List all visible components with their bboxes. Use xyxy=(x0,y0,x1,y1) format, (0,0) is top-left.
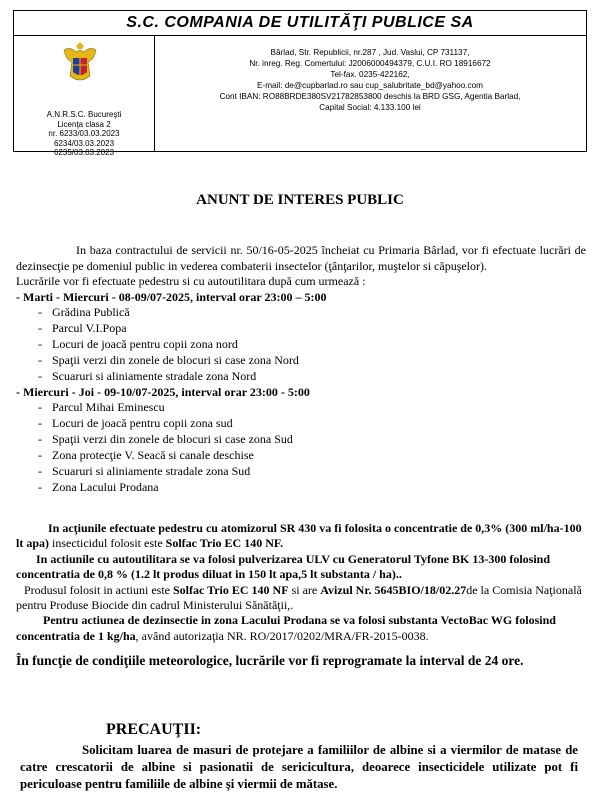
schedule-heading: - Miercuri - Joi - 09-10/07-2025, interval orar 23:00 - 5:00 xyxy=(16,384,310,399)
approval-authority: de la Comisia Naţională pentru Produse Biocide din cadrul Ministerului Sănătăţii,. xyxy=(16,582,582,613)
capital-line: Capital Social: 4.133.100 lei xyxy=(319,103,421,112)
license-line: nr. 6233/03.03.2023 xyxy=(48,129,120,138)
authorization-text: , având autorizaţia NR. RO/2017/0202/MRA/FR-2015-0038. xyxy=(135,628,429,643)
product-name: Solfac Trio EC 140 NF. xyxy=(165,536,284,551)
precautions-title: PRECAUŢII: xyxy=(106,721,202,738)
product-name: Solfac Trio EC 140 NF xyxy=(173,582,289,597)
list-item: - Scuaruri si aliniamente stradale zona Sud xyxy=(16,464,586,480)
schedule-list xyxy=(16,305,586,384)
list-item: - Zona Lacului Prodana xyxy=(16,480,586,496)
company-name: S.C. COMPANIA DE UTILITĂŢI PUBLICE SA xyxy=(14,11,586,36)
list-item: - Parcul Mihai Eminescu xyxy=(16,400,586,416)
email-line: E-mail: de@cupbarlad.ro sau cup_salubritate_bd@yahoo.com xyxy=(257,81,483,90)
pedestrian-paragraph xyxy=(16,521,586,552)
lake-text: Pentru actiunea de dezinsectie in zona Lacului Prodana se va folosi substanta VectoBac WG folosind concentratia de 1 kg/ha xyxy=(16,613,556,643)
product-intro: Produsul folosit in actiuni este xyxy=(24,582,173,597)
list-item: - Zona protecţie V. Seacă si canale deschise xyxy=(16,448,586,464)
document-title: ANUNT DE INTERES PUBLIC xyxy=(196,192,404,208)
product-paragraph xyxy=(16,583,586,614)
intro-paragraph: In baza contractului de servicii nr. 50/16-05-2025 încheiat cu Primaria Bârlad, vor fi efectuate lucrări de dezinsecţie pe domeniul public in vederea combaterii insectelor (ţânţarilor, muştelor si căpuşelor). xyxy=(16,243,586,273)
registration-line: Nr. inreg. Reg. Comertului: J2006000494379, C.U.I. RO 18916672 xyxy=(249,59,491,68)
address-line: Bârlad, Str. Republicii, nr.287 , Jud. Vaslui, CP 731137, xyxy=(270,48,470,57)
schedule-list xyxy=(16,400,586,495)
vehicle-paragraph: In actiunile cu autoutilitara se va folosi pulverizarea ULV cu Generatorul Tyfone BK 13-300 folosind concentratia de 0,8 % (1.2 lt produs diluat in 150 lt apa,5 lt substanta / ha).. xyxy=(16,551,551,582)
iban-line: Cont IBAN: RO88BRDE380SV21782853800 deschis la BRD GSG, Agentia Barlad, xyxy=(219,92,521,101)
approval-number: Avizul Nr. 5645BIO/18/02.27 xyxy=(320,582,467,597)
contact-box xyxy=(154,35,586,151)
license-line: 6235/03.03.2023 xyxy=(53,148,115,157)
product-joiner: si are xyxy=(288,582,321,597)
license-box xyxy=(14,35,155,157)
license-line: 6234/03.03.2023 xyxy=(53,138,115,148)
intro-paragraph-2: Lucrările vor fi efectuate pedestru si cu autoutilitara după cum urmează : xyxy=(16,274,366,289)
list-item: - Locuri de joacă pentru copii zona nord xyxy=(16,337,586,353)
list-item: - Spaţii verzi din zonele de blocuri si case zona Nord xyxy=(16,353,586,369)
letterhead xyxy=(13,10,587,157)
pedestrian-text: In acţiunile efectuate pedestru cu atomizorul SR 430 va fi folosita o concentratie de 0,3% (300 ml/ha-100 lt apa) xyxy=(16,521,582,551)
lake-paragraph xyxy=(16,613,586,644)
license-line: A.N.R.S.C. Bucureşti xyxy=(46,110,122,119)
precautions-text: Solicitam luarea de masuri de protejare a familiilor de albine si a viermilor de matase de catre crescatorii de albine si pasionatii de sericicultura, deoarece insecticidele utilizate pot fi periculoase pentru familiile de albine şi viermii de mătase. xyxy=(20,743,578,791)
coat-of-arms-icon xyxy=(62,40,98,86)
announcement-body xyxy=(16,243,586,496)
list-item: - Spaţii verzi din zonele de blocuri si case zona Sud xyxy=(16,432,586,448)
weather-notice: În funcţie de condiţiile meteorologice, lucrările vor fi reprogramate la interval de 24 ore. xyxy=(16,653,524,668)
list-item: - Grădina Publică xyxy=(16,305,586,321)
pedestrian-mid: insecticidul folosit este xyxy=(49,536,166,551)
phone-line: Tel-fax. 0235-422162, xyxy=(330,70,410,79)
list-item: - Scuaruri si aliniamente stradale zona Nord xyxy=(16,369,586,385)
list-item: - Parcul V.I.Popa xyxy=(16,321,586,337)
actions-section xyxy=(16,521,586,644)
schedule-heading: - Marti - Miercuri - 08-09/07-2025, interval orar 23:00 – 5:00 xyxy=(16,289,327,304)
list-item: - Locuri de joacă pentru copii zona sud xyxy=(16,416,586,432)
license-line: Licenţa clasa 2 xyxy=(57,119,111,129)
